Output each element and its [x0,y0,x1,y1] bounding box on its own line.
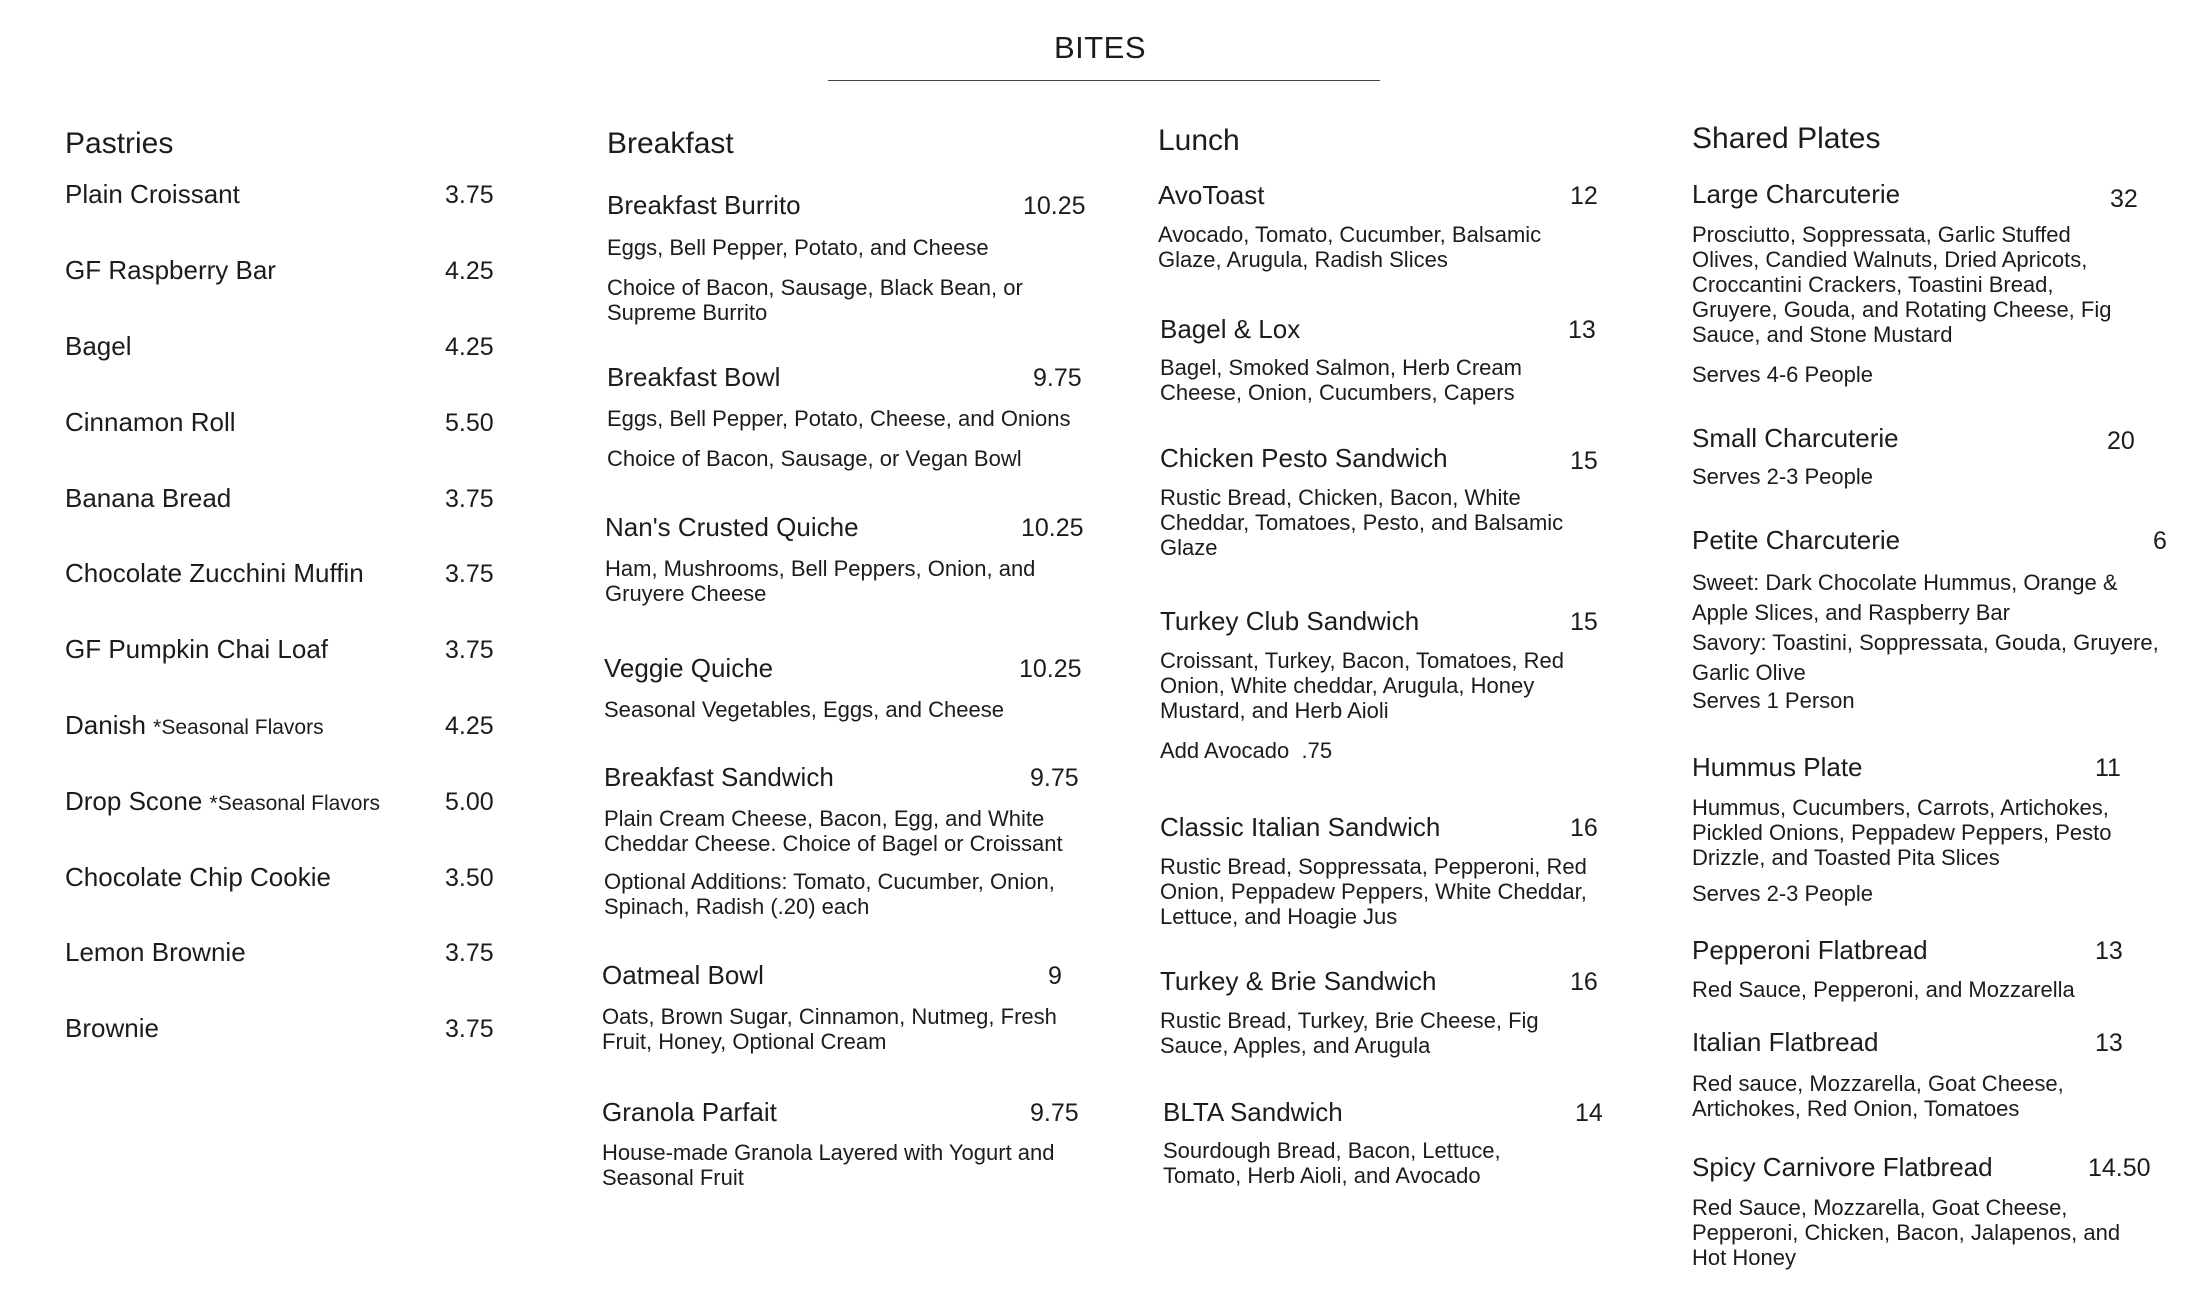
shared-item-name: Spicy Carnivore Flatbread [1692,1152,1993,1182]
breakfast-item-price: 9.75 [1030,764,1079,792]
shared-item-price: 11 [2095,754,2121,782]
shared-item-savory: Savory: Toastini, Soppressata, Gouda, Gruyere, Garlic Olive [1692,630,2159,685]
lunch-item-desc: Croissant, Turkey, Bacon, Tomatoes, Red Onion, White cheddar, Arugula, Honey Mustard, and Herb Aioli [1160,648,1564,723]
shared-item-desc: Red sauce, Mozzarella, Goat Cheese, Artichokes, Red Onion, Tomatoes [1692,1071,2064,1121]
breakfast-item-price: 10.25 [1021,514,1084,542]
lunch-item-name: AvoToast [1158,180,1265,210]
shared-item-desc: Prosciutto, Soppressata, Garlic Stuffed Olives, Candied Walnuts, Dried Apricots, Croccantini Crackers, Toastini Bread, Gruyere, Gouda, and Rotating Cheese, Fig Sauce, and Stone Mustard [1692,222,2112,347]
lunch-item-name: BLTA Sandwich [1163,1097,1343,1127]
breakfast-item-name: Breakfast Burrito [607,190,801,220]
shared-item-desc: Red Sauce, Pepperoni, and Mozzarella [1692,977,2075,1002]
pastry-item-name: Brownie [65,1013,159,1043]
breakfast-item-desc: Eggs, Bell Pepper, Potato, Cheese, and Onions [607,406,1071,431]
title-divider [828,80,1380,81]
lunch-item-desc: Bagel, Smoked Salmon, Herb Cream Cheese, Onion, Cucumbers, Capers [1160,355,1522,405]
pastry-item-name: Plain Croissant [65,179,240,209]
pastry-item-name: Cinnamon Roll [65,407,236,437]
lunch-item-desc: Rustic Bread, Soppressata, Pepperoni, Red Onion, Peppadew Peppers, White Cheddar, Lettuce, and Hoagie Jus [1160,854,1587,929]
pastry-item-price: 4.25 [445,257,494,285]
breakfast-item-name: Nan's Crusted Quiche [605,512,859,542]
lunch-item-price: 14 [1575,1099,1603,1127]
shared-item-desc: Hummus, Cucumbers, Carrots, Artichokes, Pickled Onions, Peppadew Peppers, Pesto Drizzle, and Toasted Pita Slices [1692,795,2112,870]
pastry-item-name: Banana Bread [65,483,232,513]
breakfast-item-desc: Oats, Brown Sugar, Cinnamon, Nutmeg, Fresh Fruit, Honey, Optional Cream [602,1004,1057,1054]
pastry-item-price: 3.75 [445,939,494,967]
breakfast-item-name: Granola Parfait [602,1097,777,1127]
pastry-item-name [65,786,380,817]
breakfast-item-option: Choice of Bacon, Sausage, or Vegan Bowl [607,446,1022,471]
lunch-item-price: 15 [1570,608,1598,636]
shared-item-desc: Red Sauce, Mozzarella, Goat Cheese, Pepperoni, Chicken, Bacon, Jalapenos, and Hot Honey [1692,1195,2121,1270]
lunch-item-desc: Sourdough Bread, Bacon, Lettuce, Tomato, Herb Aioli, and Avocado [1163,1138,1501,1188]
pastry-item-label: Danish [65,710,146,740]
lunch-item-price: 16 [1570,814,1598,842]
shared-item-name: Hummus Plate [1692,752,1863,782]
shared-item-name: Petite Charcuterie [1692,525,1901,555]
lunch-item-price: 16 [1570,968,1598,996]
lunch-item-price: 13 [1568,316,1596,344]
shared-plates-heading: Shared Plates [1692,122,1881,155]
pastry-item-price: 3.50 [445,864,494,892]
shared-item-price: 32 [2110,185,2138,213]
lunch-item-price: 12 [1570,182,1598,210]
breakfast-item-desc: House-made Granola Layered with Yogurt and Seasonal Fruit [602,1140,1055,1190]
breakfast-item-price: 9.75 [1033,364,1082,392]
lunch-item-name: Chicken Pesto Sandwich [1160,443,1448,473]
pastry-item-price: 5.00 [445,788,494,816]
breakfast-item-option: Choice of Bacon, Sausage, Black Bean, or Supreme Burrito [607,275,1023,325]
breakfast-item-desc: Eggs, Bell Pepper, Potato, and Cheese [607,235,989,260]
pastry-item-name: Bagel [65,331,132,361]
breakfast-item-name: Oatmeal Bowl [602,960,764,990]
pastry-item-name: Chocolate Chip Cookie [65,862,331,892]
breakfast-item-price: 10.25 [1019,655,1082,683]
breakfast-item-desc: Seasonal Vegetables, Eggs, and Cheese [604,697,1004,722]
lunch-heading: Lunch [1158,124,1240,157]
pastry-item-price: 3.75 [445,560,494,588]
breakfast-item-name: Breakfast Bowl [607,362,781,392]
shared-item-name: Italian Flatbread [1692,1027,1879,1057]
lunch-item-desc: Avocado, Tomato, Cucumber, Balsamic Glaze, Arugula, Radish Slices [1158,222,1542,272]
breakfast-item-price: 10.25 [1023,192,1086,220]
seasonal-note: *Seasonal Flavors [209,792,380,815]
pastry-item-price: 3.75 [445,636,494,664]
menu-title: BITES [1053,30,1147,65]
pastry-item-name [65,710,324,741]
pastry-item-price: 4.25 [445,712,494,740]
pastry-item-price: 3.75 [445,181,494,209]
shared-item-serves: Serves 2-3 People [1692,881,1873,906]
pastry-item-price: 3.75 [445,1015,494,1043]
lunch-item-name: Turkey Club Sandwich [1160,606,1420,636]
breakfast-item-desc: Ham, Mushrooms, Bell Peppers, Onion, and Gruyere Cheese [605,556,1036,606]
breakfast-item-desc: Plain Cream Cheese, Bacon, Egg, and White Cheddar Cheese. Choice of Bagel or Croissant [604,806,1063,856]
pastry-item-name: Lemon Brownie [65,937,246,967]
shared-item-name: Large Charcuterie [1692,179,1901,209]
pastry-item-name: GF Pumpkin Chai Loaf [65,634,329,664]
shared-item-price: 6 [2153,527,2167,555]
shared-item-serves: Serves 1 Person [1692,688,1855,713]
shared-item-price: 13 [2095,1029,2123,1057]
seasonal-note: *Seasonal Flavors [153,716,324,739]
breakfast-item-price: 9.75 [1030,1099,1079,1127]
shared-item-desc: Serves 2-3 People [1692,464,1873,489]
breakfast-item-name: Veggie Quiche [604,653,774,683]
shared-item-price: 13 [2095,937,2123,965]
lunch-item-desc: Rustic Bread, Chicken, Bacon, White Cheddar, Tomatoes, Pesto, and Balsamic Glaze [1160,485,1564,560]
lunch-item-name: Classic Italian Sandwich [1160,812,1441,842]
pastry-item-price: 3.75 [445,485,494,513]
lunch-item-name: Turkey & Brie Sandwich [1160,966,1437,996]
shared-item-name: Small Charcuterie [1692,423,1899,453]
shared-item-name: Pepperoni Flatbread [1692,935,1928,965]
pastry-item-label: Drop Scone [65,786,203,816]
pastry-item-price: 4.25 [445,333,494,361]
pastry-item-name: GF Raspberry Bar [65,255,276,285]
pastry-item-name: Chocolate Zucchini Muffin [65,558,364,588]
lunch-item-desc: Rustic Bread, Turkey, Brie Cheese, Fig Sauce, Apples, and Arugula [1160,1008,1539,1058]
shared-item-price: 20 [2107,427,2135,455]
avocado-add-on: Add Avocado .75 [1160,738,1333,763]
breakfast-item-option: Optional Additions: Tomato, Cucumber, Onion, Spinach, Radish (.20) each [604,869,1055,919]
breakfast-item-price: 9 [1048,962,1062,990]
shared-item-serves: Serves 4-6 People [1692,362,1873,387]
breakfast-item-name: Breakfast Sandwich [604,762,834,792]
shared-item-sweet: Sweet: Dark Chocolate Hummus, Orange & Apple Slices, and Raspberry Bar [1692,570,2118,625]
shared-item-price: 14.50 [2088,1154,2151,1182]
pastries-heading: Pastries [65,127,174,160]
pastry-item-price: 5.50 [445,409,494,437]
lunch-item-price: 15 [1570,447,1598,475]
breakfast-heading: Breakfast [607,127,734,160]
lunch-item-name: Bagel & Lox [1160,314,1301,344]
